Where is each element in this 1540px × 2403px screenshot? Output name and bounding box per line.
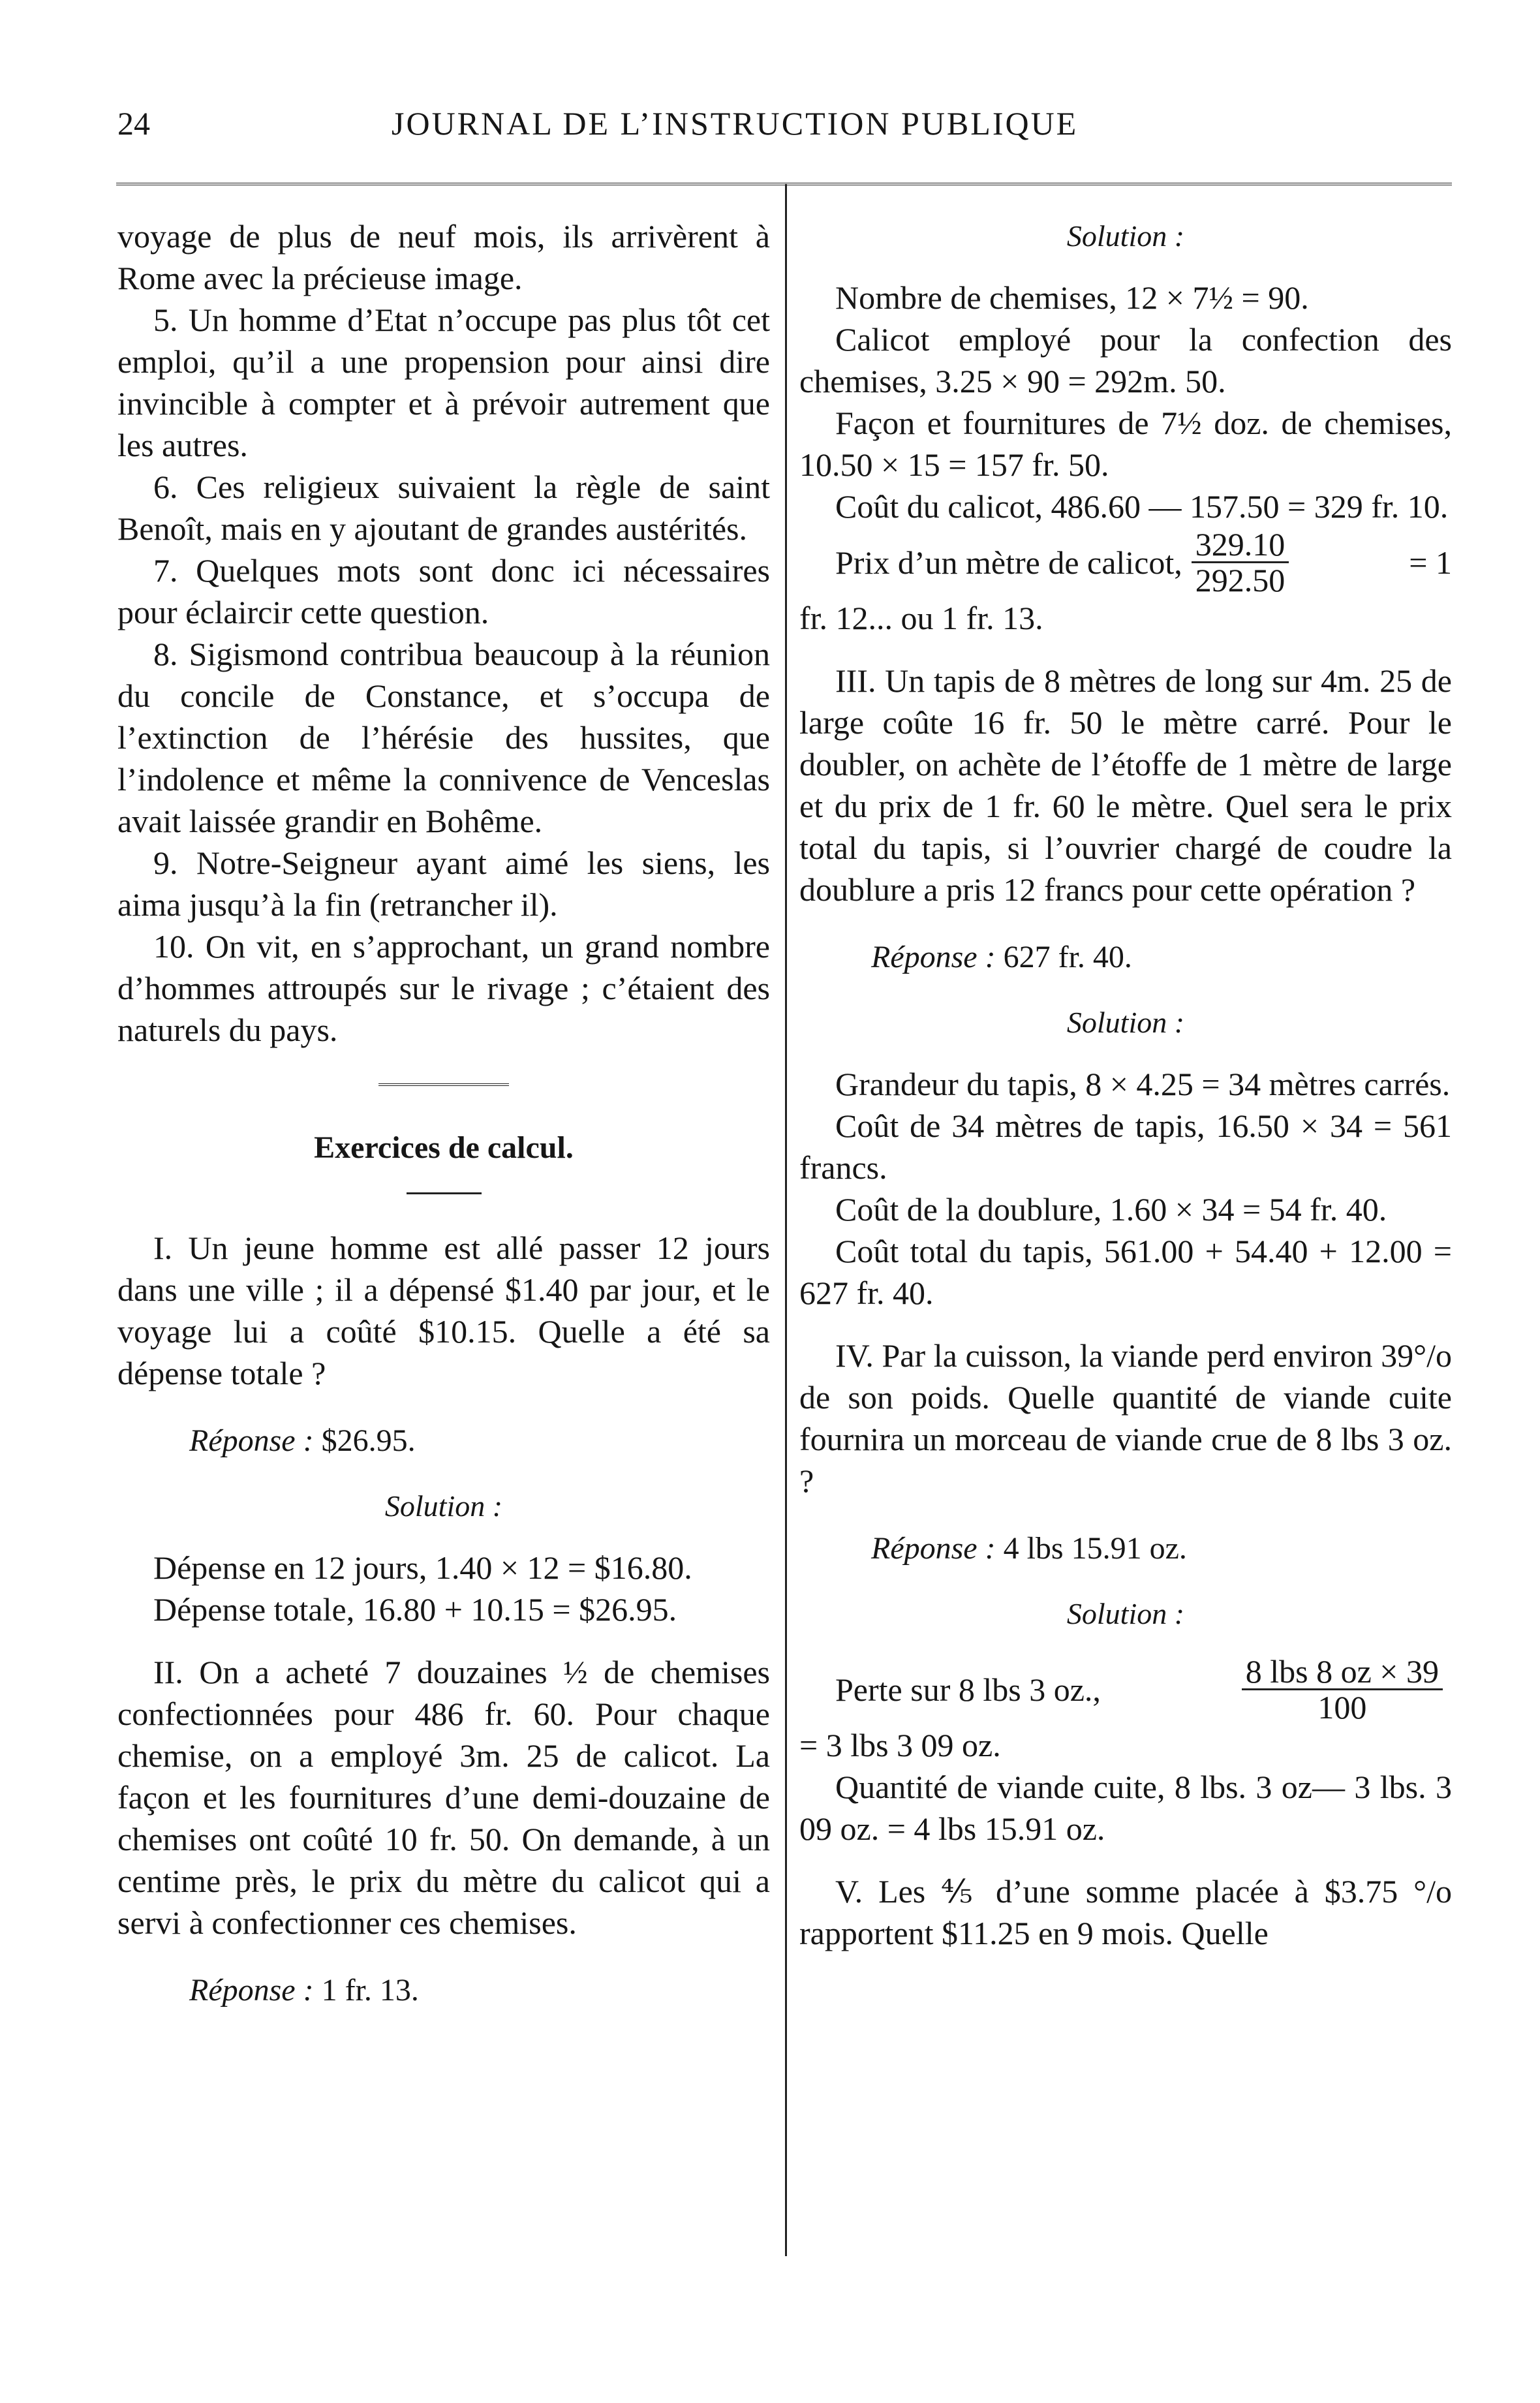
fraction-numerator: 8 lbs 8 oz × 39 xyxy=(1242,1654,1443,1690)
answer-label: Réponse : xyxy=(871,940,996,974)
left-column xyxy=(117,215,770,2035)
solution-label: Solution : xyxy=(1066,219,1185,253)
fraction xyxy=(1192,527,1289,597)
answer-line xyxy=(189,1970,770,2011)
solution-line: Coût du calicot, 486.60 — 157.50 = 329 fr. 10. xyxy=(835,488,1449,525)
solution-label: Solution : xyxy=(1066,1597,1185,1630)
fraction-denominator: 100 xyxy=(1317,1689,1367,1726)
solution-line: fr. 12... ou 1 fr. 13. xyxy=(799,600,1043,636)
solution-line: Dépense totale, 16.80 + 10.15 = $26.95. xyxy=(153,1591,677,1628)
answer-value: 4 lbs 15.91 oz. xyxy=(1003,1531,1187,1566)
solution-line: Quantité de viande cuite, 8 lbs. 3 oz— 3 lbs. 3 09 oz. = 4 lbs 15.91 oz. xyxy=(799,1769,1452,1847)
paragraph: 10. On vit, en s’approchant, un grand nombre d’hommes attroupés sur le rivage ; c’étaient des naturels du pays. xyxy=(117,928,770,1048)
paragraph: 6. Ces religieux suivaient la règle de saint Benoît, mais en y ajoutant de grandes austérités. xyxy=(117,469,770,547)
solution-line: Calicot employé pour la confection des chemises, 3.25 × 90 = 292m. 50. xyxy=(799,321,1452,399)
column-divider xyxy=(785,184,787,2256)
paragraph: 9. Notre-Seigneur ayant aimé les siens, les aima jusqu’à la fin (retrancher il). xyxy=(117,845,770,923)
fraction-denominator: 292.50 xyxy=(1195,562,1286,598)
exercise-statement: IV. Par la cuisson, la viande perd environ 39°/o de son poids. Quelle quantité de viande cuite fournira un morceau de viande crue de 8 lbs 3 oz. ? xyxy=(799,1337,1452,1499)
solution-line: Dépense en 12 jours, 1.40 × 12 = $16.80. xyxy=(153,1549,692,1586)
fraction-line xyxy=(799,1654,1452,1724)
fraction-prefix: Prix d’un mètre de calicot, xyxy=(835,544,1182,581)
answer-line xyxy=(871,937,1452,978)
solution-line: Grandeur du tapis, 8 × 4.25 = 34 mètres carrés. xyxy=(835,1066,1451,1102)
fraction-numerator: 329.10 xyxy=(1192,527,1289,563)
section-title: Exercices de calcul. xyxy=(314,1130,574,1165)
fraction xyxy=(1242,1654,1443,1724)
answer-label: Réponse : xyxy=(189,1973,314,2008)
solution-line: Façon et fournitures de 7½ doz. de chemises, 10.50 × 15 = 157 fr. 50. xyxy=(799,405,1452,483)
exercise-statement: II. On a acheté 7 douzaines ½ de chemises confectionnées pour 486 fr. 60. Pour chaque chemise, on a employé 3m. 25 de calicot. La façon et les fournitures d’une demi-douzaine de chemises ont coûté 10 fr. 50. On demande, à un centime près, le prix du mètre du calicot qui a servi à confectionner ces chemises. xyxy=(117,1654,770,1941)
fraction-line xyxy=(799,527,1452,597)
solution-line: Nombre de chemises, 12 × 7½ = 90. xyxy=(835,279,1309,316)
page-number: 24 xyxy=(117,105,150,142)
right-column xyxy=(799,215,1452,1954)
solution-line: Coût de 34 mètres de tapis, 16.50 × 34 = 561 francs. xyxy=(799,1108,1452,1186)
answer-line xyxy=(189,1420,770,1462)
paragraph: 7. Quelques mots sont donc ici nécessaires pour éclaircir cette question. xyxy=(117,552,770,630)
page-header xyxy=(117,104,1452,157)
answer-value: $26.95. xyxy=(321,1423,416,1458)
solution-line: = 3 lbs 3 09 oz. xyxy=(799,1727,1001,1763)
answer-label: Réponse : xyxy=(189,1423,314,1458)
exercise-statement: III. Un tapis de 8 mètres de long sur 4m. 25 de large coûte 16 fr. 50 le mètre carré. Pour le doubler, on achète de l’étoffe de 1 mètre de large et du prix de 1 fr. 60 le mètre. Quel sera le prix total du tapis, si l’ouvrier chargé de coudre la doublure a pris 12 francs pour cette opération ? xyxy=(799,662,1452,908)
fraction-suffix: = 1 xyxy=(1409,544,1452,581)
solution-label: Solution : xyxy=(384,1489,503,1523)
solution-line: Coût total du tapis, 561.00 + 54.40 + 12.00 = 627 fr. 40. xyxy=(799,1233,1452,1311)
title-rule xyxy=(407,1192,482,1194)
section-separator xyxy=(378,1083,509,1088)
exercise-statement: I. Un jeune homme est allé passer 12 jours dans une ville ; il a dépensé $1.40 par jour, et le voyage lui a coûté $10.15. Quelle a été sa dépense totale ? xyxy=(117,1230,770,1391)
exercise-statement: V. Les ⅘ d’une somme placée à $3.75 °/o rapportent $11.25 en 9 mois. Quelle xyxy=(799,1873,1452,1951)
paragraph: 8. Sigismond contribua beaucoup à la réunion du concile de Constance, et s’occupa de l’extinction de l’hérésie des hussites, que l’indolence et même la connivence de Venceslas avait laissée grandir en Bohême. xyxy=(117,636,770,839)
answer-value: 627 fr. 40. xyxy=(1003,940,1132,974)
fraction-prefix: Perte sur 8 lbs 3 oz., xyxy=(835,1671,1101,1708)
solution-label: Solution : xyxy=(1066,1006,1185,1039)
answer-label: Réponse : xyxy=(871,1531,996,1566)
paragraph: 5. Un homme d’Etat n’occupe pas plus tôt cet emploi, qu’il a une propension pour ainsi dire invincible à compter et à prévoir autrement que les autres. xyxy=(117,302,770,463)
running-title: JOURNAL DE L’INSTRUCTION PUBLIQUE xyxy=(392,105,1079,142)
header-rule xyxy=(116,183,1452,188)
solution-line: Coût de la doublure, 1.60 × 34 = 54 fr. 40. xyxy=(835,1191,1387,1228)
paragraph: voyage de plus de neuf mois, ils arrivèrent à Rome avec la précieuse image. xyxy=(117,218,770,296)
answer-value: 1 fr. 13. xyxy=(321,1973,419,2008)
answer-line xyxy=(871,1528,1452,1570)
